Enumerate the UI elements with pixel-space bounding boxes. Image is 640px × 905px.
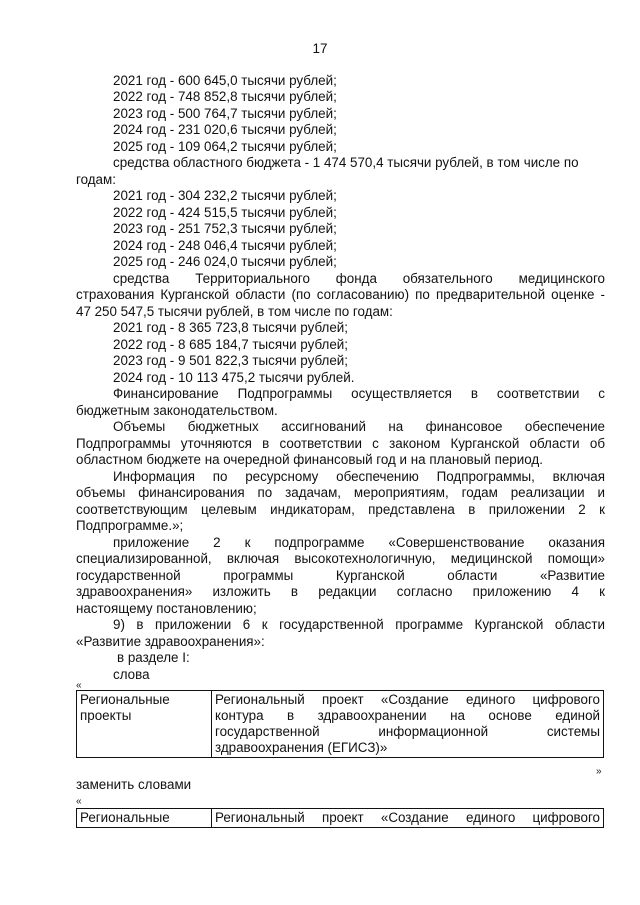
table-cell-label (77, 691, 212, 758)
table-cell-label (77, 809, 212, 828)
text-line: 2023 год - 251 752,3 тысячи рублей; (113, 221, 337, 236)
text-line: 2022 год - 424 515,5 тысячи рублей; (113, 205, 337, 220)
text-line: 2025 год - 109 064,2 тысячи рублей; (113, 139, 337, 154)
close-quote: » (596, 766, 602, 777)
open-quote: « (76, 680, 82, 691)
table-cell-value (212, 691, 604, 758)
text-line: Объемы бюджетных ассигнований на финансовое обеспечение (113, 419, 605, 434)
cell-line: Региональные (80, 692, 170, 707)
text-line: годам: (76, 172, 116, 187)
text-line: Подпрограмме.»; (76, 518, 184, 533)
text-line: средства Территориального фонда обязательного медицинского (113, 271, 605, 286)
cell-line: Региональный проект «Создание единого цифрового (215, 810, 600, 825)
text-line: 9) в приложении 6 к государственной программе Курганской области (113, 617, 605, 632)
cell-line: государственной информационной системы (215, 724, 600, 739)
text-line: настоящему постановлению; (76, 601, 257, 616)
text-line: средства областного бюджета - 1 474 570,4 тысячи рублей, в том числе по (113, 155, 579, 170)
text-line: объемы финансирования по задачам, мероприятиям, годам реализации и (76, 485, 605, 500)
text-line: 2023 год - 9 501 822,3 тысячи рублей; (113, 353, 348, 368)
cell-line: здравоохранения (ЕГИСЗ)» (215, 740, 388, 755)
text-line: 2023 год - 500 764,7 тысячи рублей; (113, 106, 337, 121)
text-line: заменить словами (76, 777, 192, 792)
new-text-table (76, 808, 604, 828)
text-line: бюджетным законодательством. (76, 403, 278, 418)
text-line: 2024 год - 231 020,6 тысячи рублей; (113, 122, 337, 137)
cell-line: Региональные (80, 810, 170, 825)
text-line: в разделе I: (117, 650, 190, 665)
text-line: специализированной, включая высокотехнологичную, медицинской помощи» (76, 551, 605, 566)
page-number: 17 (312, 41, 328, 56)
text-line: 2021 год - 304 232,2 тысячи рублей; (113, 188, 337, 203)
text-line: страхования Курганской области (по согласованию) по предварительной оценке - (76, 287, 605, 302)
text-line: 2024 год - 10 113 475,2 тысячи рублей. (113, 370, 355, 385)
old-text-table (76, 690, 604, 758)
table-cell-value (212, 809, 604, 828)
text-line: 2025 год - 246 024,0 тысячи рублей; (113, 254, 337, 269)
text-line: 47 250 547,5 тысячи рублей, в том числе по годам: (76, 304, 393, 319)
text-line: приложение 2 к подпрограмме «Совершенствование оказания (113, 535, 605, 550)
text-line: государственной программы Курганской области «Развитие (76, 568, 605, 583)
text-line: 2021 год - 600 645,0 тысячи рублей; (113, 73, 337, 88)
text-line: слова (113, 667, 150, 682)
text-line: «Развитие здравоохранения»: (76, 634, 265, 649)
text-line: Информация по ресурсному обеспечению Подпрограммы, включая (113, 469, 605, 484)
text-line: Подпрограммы уточняются в соответствии с законом Курганской области об (76, 436, 605, 451)
open-quote: « (76, 796, 82, 807)
cell-line: Региональный проект «Создание единого цифрового (215, 692, 600, 707)
cell-line: контура в здравоохранении на основе единой (215, 708, 600, 723)
text-line: 2022 год - 748 852,8 тысячи рублей; (113, 89, 337, 104)
text-line: 2021 год - 8 365 723,8 тысячи рублей; (113, 320, 348, 335)
text-line: 2024 год - 248 046,4 тысячи рублей; (113, 238, 337, 253)
text-line: 2022 год - 8 685 184,7 тысячи рублей; (113, 337, 348, 352)
text-line: Финансирование Подпрограммы осуществляется в соответствии с (113, 386, 605, 401)
text-line: соответствующим целевым индикаторам, представлена в приложении 2 к (76, 502, 605, 517)
text-line: областном бюджете на очередной финансовый год и на плановый период. (76, 452, 543, 467)
cell-line: проекты (80, 708, 132, 723)
text-line: здравоохранения» изложить в редакции согласно приложению 4 к (76, 584, 605, 599)
